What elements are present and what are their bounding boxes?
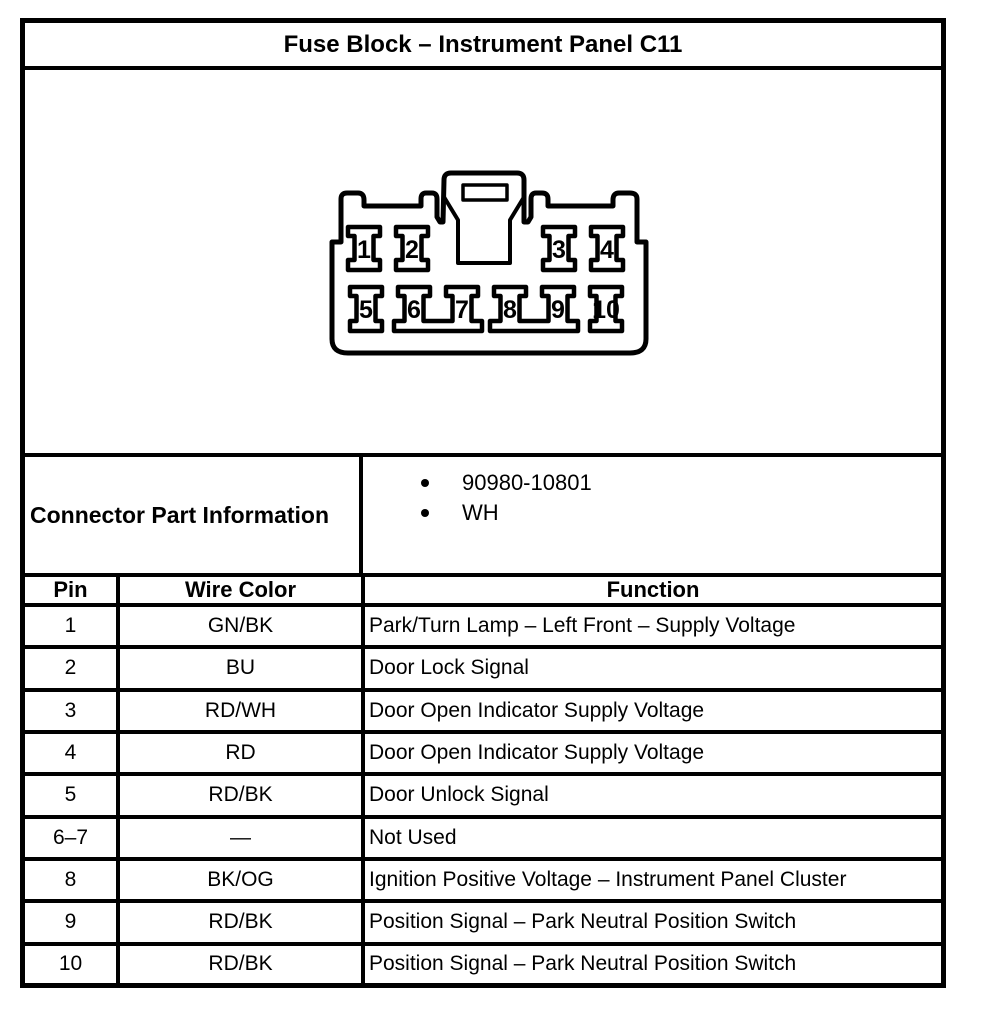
pin-cell: 9 [25,901,118,943]
pin-number-1: 1 [357,236,371,264]
wire-color-cell: RD/WH [118,690,363,732]
pin-number-9: 9 [551,296,565,324]
wire-color-cell: RD/BK [118,774,363,816]
connector-spec-sheet [20,18,946,988]
pin-cell: 3 [25,690,118,732]
pin-cell: 6–7 [25,817,118,859]
pin-cell: 5 [25,774,118,816]
table-row [25,647,941,689]
pin-cell: 4 [25,732,118,774]
wire-color-column-header: Wire Color [118,577,363,605]
table-row [25,732,941,774]
function-cell: Ignition Positive Voltage – Instrument Panel Cluster [363,859,941,901]
pin-number-5: 5 [359,296,373,324]
function-cell: Door Unlock Signal [363,774,941,816]
pin-number-6: 6 [407,296,421,324]
function-cell: Position Signal – Park Neutral Position Switch [363,901,941,943]
pin-cell: 10 [25,944,118,983]
pin-cell: 1 [25,605,118,647]
connector-color-text: WH [462,500,499,525]
wire-color-cell: BU [118,647,363,689]
table-header-row [25,577,941,605]
function-column-header: Function [363,577,941,605]
wire-color-cell: RD/BK [118,944,363,983]
pinout-table [25,577,941,983]
wire-color-cell: GN/BK [118,605,363,647]
bullet-icon [421,479,429,487]
function-cell: Door Lock Signal [363,647,941,689]
table-row [25,690,941,732]
function-cell: Park/Turn Lamp – Left Front – Supply Voltage [363,605,941,647]
connector-face-view [25,70,941,453]
function-cell: Door Open Indicator Supply Voltage [363,690,941,732]
table-row [25,944,941,983]
function-cell: Not Used [363,817,941,859]
part-number-item [421,468,941,498]
part-info-values-cell [363,457,941,573]
table-row [25,774,941,816]
bullet-icon [421,509,429,517]
page-title: Fuse Block – Instrument Panel C11 [283,30,683,58]
pin-number-7: 7 [455,296,469,324]
pin-number-10: 10 [592,296,620,324]
table-row [25,901,941,943]
pin-number-2: 2 [405,236,419,264]
function-cell: Position Signal – Park Neutral Position Switch [363,944,941,983]
pin-number-4: 4 [600,236,614,264]
wire-color-cell: BK/OG [118,859,363,901]
pin-cell: 8 [25,859,118,901]
table-row [25,605,941,647]
part-number-text: 90980-10801 [462,470,592,495]
pin-column-header: Pin [25,577,118,605]
connector-diagram [25,70,941,457]
connector-part-information-row [25,457,941,577]
title-row [25,23,941,70]
wire-color-cell: — [118,817,363,859]
pin-cell: 2 [25,647,118,689]
wire-color-cell: RD [118,732,363,774]
part-info-label: Connector Part Information [30,501,330,528]
pin-number-8: 8 [503,296,517,324]
latch-slot [463,185,507,200]
pin-number-3: 3 [552,236,566,264]
part-info-label-cell [25,457,363,573]
connector-color-item [421,498,941,528]
wire-color-cell: RD/BK [118,901,363,943]
table-row [25,817,941,859]
pinout-table-wrap [25,577,941,983]
table-row [25,859,941,901]
function-cell: Door Open Indicator Supply Voltage [363,732,941,774]
